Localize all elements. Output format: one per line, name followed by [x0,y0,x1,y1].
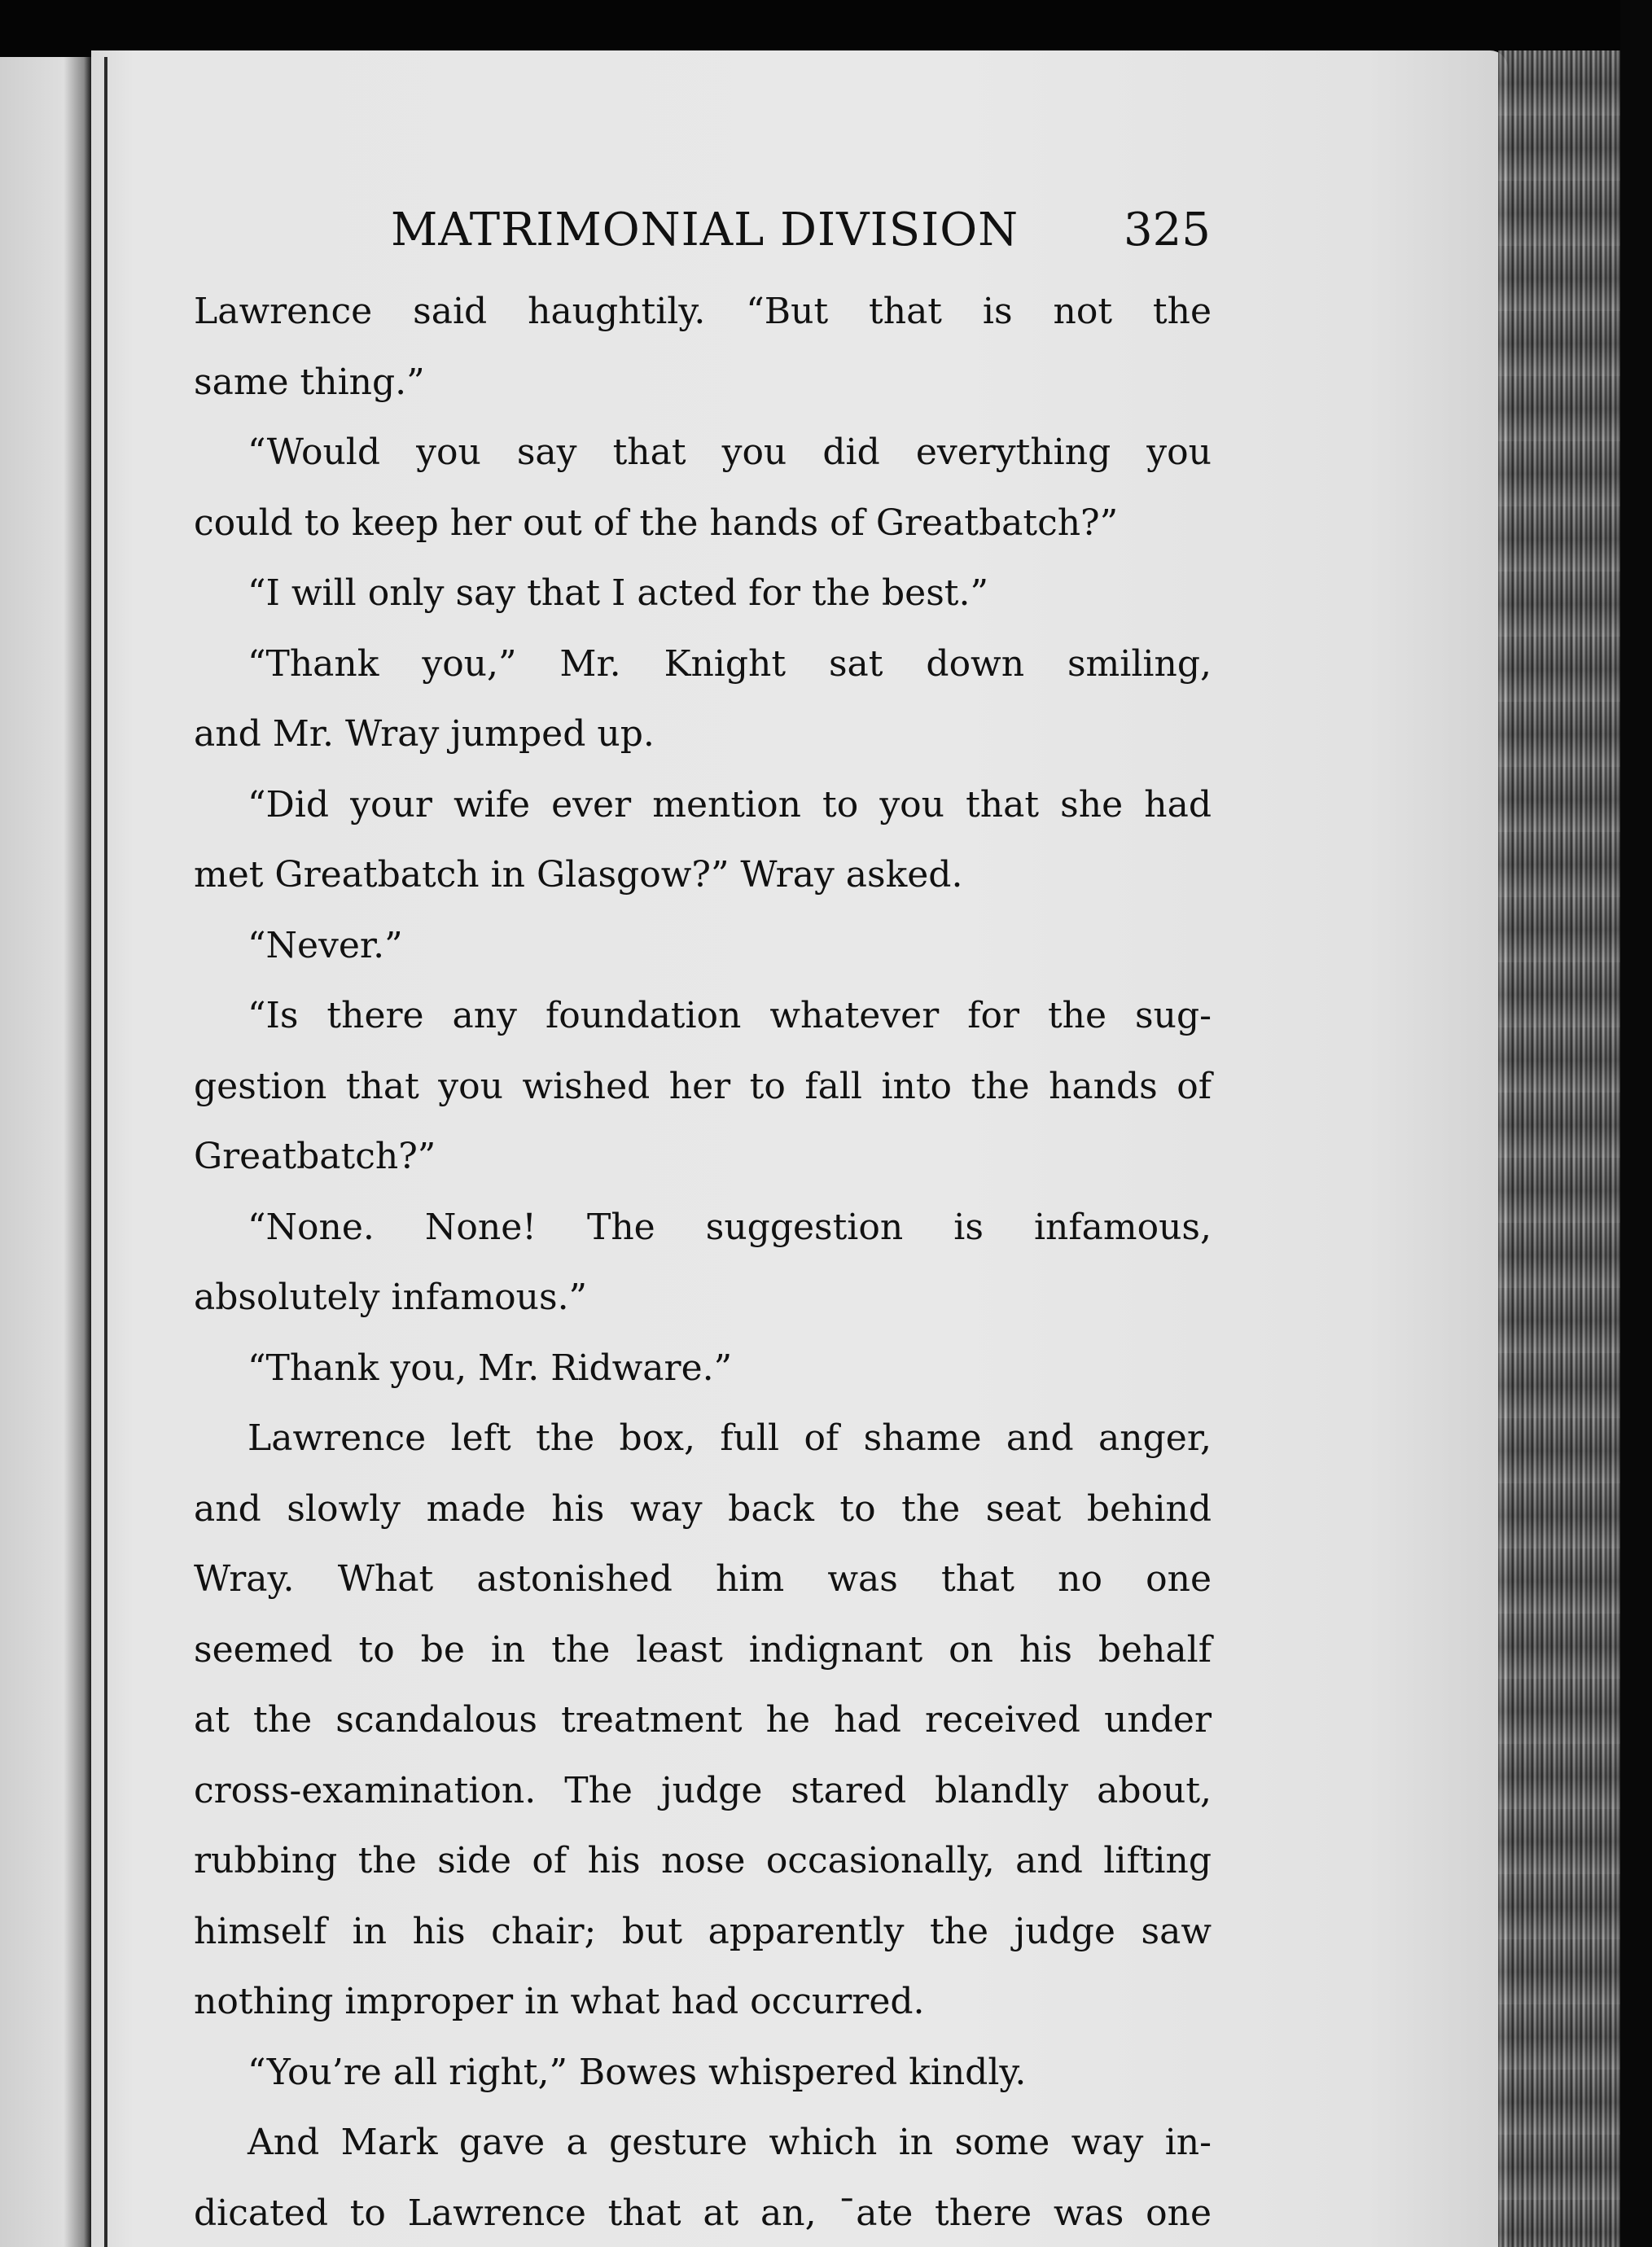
text-line: and slowly made his way back to the seat behind [194,1487,1212,1530]
text-line: “Is there any foundation whatever for the sug- [248,995,1212,1036]
text-line: “You’re all right,” Bowes whispered kindly. [248,2051,1027,2093]
text-line: himself in his chair; but apparently the judge saw [194,1910,1212,1952]
text-line: Lawrence said haughtily. “But that is not the [194,291,1212,332]
facing-page-edge [0,57,91,2247]
text-line: “None. None! The suggestion is infamous, [248,1206,1212,1248]
text-line: seemed to be in the least indignant on his behalf [194,1628,1212,1671]
text-line: met Greatbatch in Glasgow?” Wray asked. [194,854,963,896]
text-line: “Thank you,” Mr. Knight sat down smiling, [248,642,1212,685]
gutter-shadow [104,57,107,2247]
text-line: at the scandalous treatment he had received under [194,1699,1212,1741]
running-title: MATRIMONIAL DIVISION [391,204,1019,256]
text-line: rubbing the side of his nose occasionally, and lifting [194,1840,1212,1881]
text-line: “Never.” [248,924,403,966]
text-line: “I will only say that I acted for the best.” [248,572,988,614]
body-text [194,277,1212,2247]
text-line: dicated to Lawrence that at an, ˉate there was one [194,2192,1212,2234]
text-line: “Did your wife ever mention to you that she had [248,783,1212,826]
text-line: and Mr. Wray jumped up. [194,713,655,755]
text-line: gestion that you wished her to fall into the hands of [194,1065,1212,1107]
text-line: “Would you say that you did everything you [248,431,1212,473]
text-line: “Thank you, Mr. Ridware.” [248,1347,733,1389]
page-number: 325 [1124,204,1211,256]
text-line: Lawrence left the box, full of shame and anger, [248,1417,1212,1459]
text-line: cross-examination. The judge stared blandly about, [194,1769,1212,1811]
running-head [391,204,1286,269]
text-line: same thing.” [194,361,425,403]
text-line: absolutely infamous.” [194,1277,588,1318]
text-line: could to keep her out of the hands of Greatbatch?” [194,502,1119,544]
text-line: Wray. What astonished him was that no one [194,1558,1212,1600]
page-block-edges [1498,50,1620,2247]
text-line: And Mark gave a gesture which in some way in- [248,2122,1212,2163]
scan-background [1620,0,1652,2247]
text-line: nothing improper in what had occurred. [194,1981,925,2022]
text-line: Greatbatch?” [194,1136,436,1177]
